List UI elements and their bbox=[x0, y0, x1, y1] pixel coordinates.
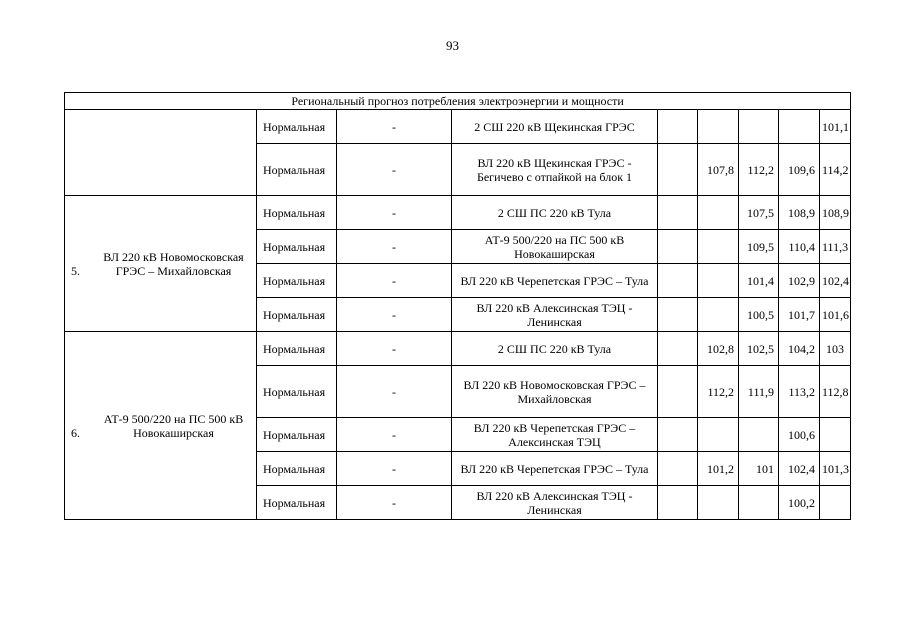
element-cell: ВЛ 220 кВ Алексинская ТЭЦ - Ленинская bbox=[452, 486, 658, 520]
line-number bbox=[71, 146, 93, 160]
value-cell-4: 101,6 bbox=[820, 298, 851, 332]
table-row bbox=[65, 332, 851, 366]
value-cell-2 bbox=[739, 418, 779, 452]
dash-cell: - bbox=[337, 264, 452, 298]
value-cell-1 bbox=[698, 418, 739, 452]
line-name: ВЛ 220 кВ Новомосковская ГРЭС – Михайловская bbox=[103, 249, 244, 278]
dash-cell: - bbox=[337, 196, 452, 230]
value-cell-3 bbox=[779, 110, 820, 144]
value-cell-4 bbox=[820, 418, 851, 452]
dash-cell: - bbox=[337, 298, 452, 332]
value-cell-3: 102,4 bbox=[779, 452, 820, 486]
line-number: 6. bbox=[71, 425, 80, 440]
empty-cell bbox=[658, 110, 698, 144]
value-cell-3: 100,6 bbox=[779, 418, 820, 452]
value-cell-3: 100,2 bbox=[779, 486, 820, 520]
empty-cell bbox=[658, 144, 698, 196]
line-number: 5. bbox=[71, 263, 80, 278]
mode-cell: Нормальная bbox=[257, 452, 337, 486]
value-cell-3: 110,4 bbox=[779, 230, 820, 264]
value-cell-2: 102,5 bbox=[739, 332, 779, 366]
line-wrap bbox=[67, 146, 254, 160]
element-cell: ВЛ 220 кВ Черепетская ГРЭС – Тула bbox=[452, 264, 658, 298]
element-cell: 2 СШ ПС 220 кВ Тула bbox=[452, 332, 658, 366]
value-cell-1 bbox=[698, 196, 739, 230]
element-cell: ВЛ 220 кВ Щекинская ГРЭС - Бегичево с отпайкой на блок 1 bbox=[452, 144, 658, 196]
dash-cell: - bbox=[337, 230, 452, 264]
value-cell-4: 111,3 bbox=[820, 230, 851, 264]
element-cell: ВЛ 220 кВ Черепетская ГРЭС – Алексинская ТЭЦ bbox=[452, 418, 658, 452]
value-cell-1: 101,2 bbox=[698, 452, 739, 486]
dash-cell: - bbox=[337, 486, 452, 520]
empty-cell bbox=[658, 452, 698, 486]
mode-cell: Нормальная bbox=[257, 144, 337, 196]
line-cell bbox=[65, 196, 257, 332]
dash-cell: - bbox=[337, 366, 452, 418]
table-title-row bbox=[65, 93, 851, 110]
value-cell-2: 101 bbox=[739, 452, 779, 486]
mode-cell: Нормальная bbox=[257, 366, 337, 418]
value-cell-3: 113,2 bbox=[779, 366, 820, 418]
mode-cell: Нормальная bbox=[257, 264, 337, 298]
value-cell-2 bbox=[739, 486, 779, 520]
table-row bbox=[65, 110, 851, 144]
value-cell-2 bbox=[739, 110, 779, 144]
mode-cell: Нормальная bbox=[257, 230, 337, 264]
dash-cell: - bbox=[337, 110, 452, 144]
value-cell-1: 112,2 bbox=[698, 366, 739, 418]
dash-cell: - bbox=[337, 332, 452, 366]
value-cell-1 bbox=[698, 230, 739, 264]
element-cell: ВЛ 220 кВ Черепетская ГРЭС – Тула bbox=[452, 452, 658, 486]
dash-cell: - bbox=[337, 144, 452, 196]
line-cell bbox=[65, 332, 257, 520]
empty-cell bbox=[658, 196, 698, 230]
value-cell-4: 108,9 bbox=[820, 196, 851, 230]
value-cell-2: 112,2 bbox=[739, 144, 779, 196]
element-cell: АТ-9 500/220 на ПС 500 кВ Новокаширская bbox=[452, 230, 658, 264]
empty-cell bbox=[658, 230, 698, 264]
value-cell-4: 114,2 bbox=[820, 144, 851, 196]
mode-cell: Нормальная bbox=[257, 486, 337, 520]
line-wrap bbox=[67, 412, 254, 440]
value-cell-1 bbox=[698, 264, 739, 298]
mode-cell: Нормальная bbox=[257, 110, 337, 144]
page-number: 93 bbox=[446, 38, 459, 53]
mode-cell: Нормальная bbox=[257, 332, 337, 366]
mode-cell: Нормальная bbox=[257, 298, 337, 332]
empty-cell bbox=[658, 264, 698, 298]
table-row bbox=[65, 196, 851, 230]
element-cell: ВЛ 220 кВ Новомосковская ГРЭС – Михайловская bbox=[452, 366, 658, 418]
mode-cell: Нормальная bbox=[257, 418, 337, 452]
value-cell-4 bbox=[820, 486, 851, 520]
value-cell-2: 107,5 bbox=[739, 196, 779, 230]
forecast-table bbox=[64, 92, 851, 520]
value-cell-2: 100,5 bbox=[739, 298, 779, 332]
line-wrap bbox=[67, 250, 254, 278]
value-cell-3: 108,9 bbox=[779, 196, 820, 230]
value-cell-3: 104,2 bbox=[779, 332, 820, 366]
value-cell-3: 102,9 bbox=[779, 264, 820, 298]
value-cell-4: 101,3 bbox=[820, 452, 851, 486]
value-cell-4: 101,1 bbox=[820, 110, 851, 144]
value-cell-1 bbox=[698, 486, 739, 520]
element-cell: 2 СШ ПС 220 кВ Тула bbox=[452, 196, 658, 230]
line-cell bbox=[65, 110, 257, 196]
value-cell-2: 109,5 bbox=[739, 230, 779, 264]
element-cell: ВЛ 220 кВ Алексинская ТЭЦ - Ленинская bbox=[452, 298, 658, 332]
empty-cell bbox=[658, 298, 698, 332]
dash-cell: - bbox=[337, 418, 452, 452]
value-cell-1 bbox=[698, 298, 739, 332]
value-cell-4: 102,4 bbox=[820, 264, 851, 298]
value-cell-4: 103 bbox=[820, 332, 851, 366]
value-cell-3: 109,6 bbox=[779, 144, 820, 196]
table-title: Региональный прогноз потребления электроэнергии и мощности bbox=[65, 93, 851, 110]
empty-cell bbox=[658, 418, 698, 452]
value-cell-4: 112,8 bbox=[820, 366, 851, 418]
empty-cell bbox=[658, 486, 698, 520]
value-cell-3: 101,7 bbox=[779, 298, 820, 332]
value-cell-2: 111,9 bbox=[739, 366, 779, 418]
value-cell-1: 107,8 bbox=[698, 144, 739, 196]
line-name: АТ-9 500/220 на ПС 500 кВ Новокаширская bbox=[103, 411, 244, 440]
empty-cell bbox=[658, 366, 698, 418]
dash-cell: - bbox=[337, 452, 452, 486]
value-cell-1 bbox=[698, 110, 739, 144]
value-cell-1: 102,8 bbox=[698, 332, 739, 366]
value-cell-2: 101,4 bbox=[739, 264, 779, 298]
empty-cell bbox=[658, 332, 698, 366]
element-cell: 2 СШ 220 кВ Щекинская ГРЭС bbox=[452, 110, 658, 144]
mode-cell: Нормальная bbox=[257, 196, 337, 230]
